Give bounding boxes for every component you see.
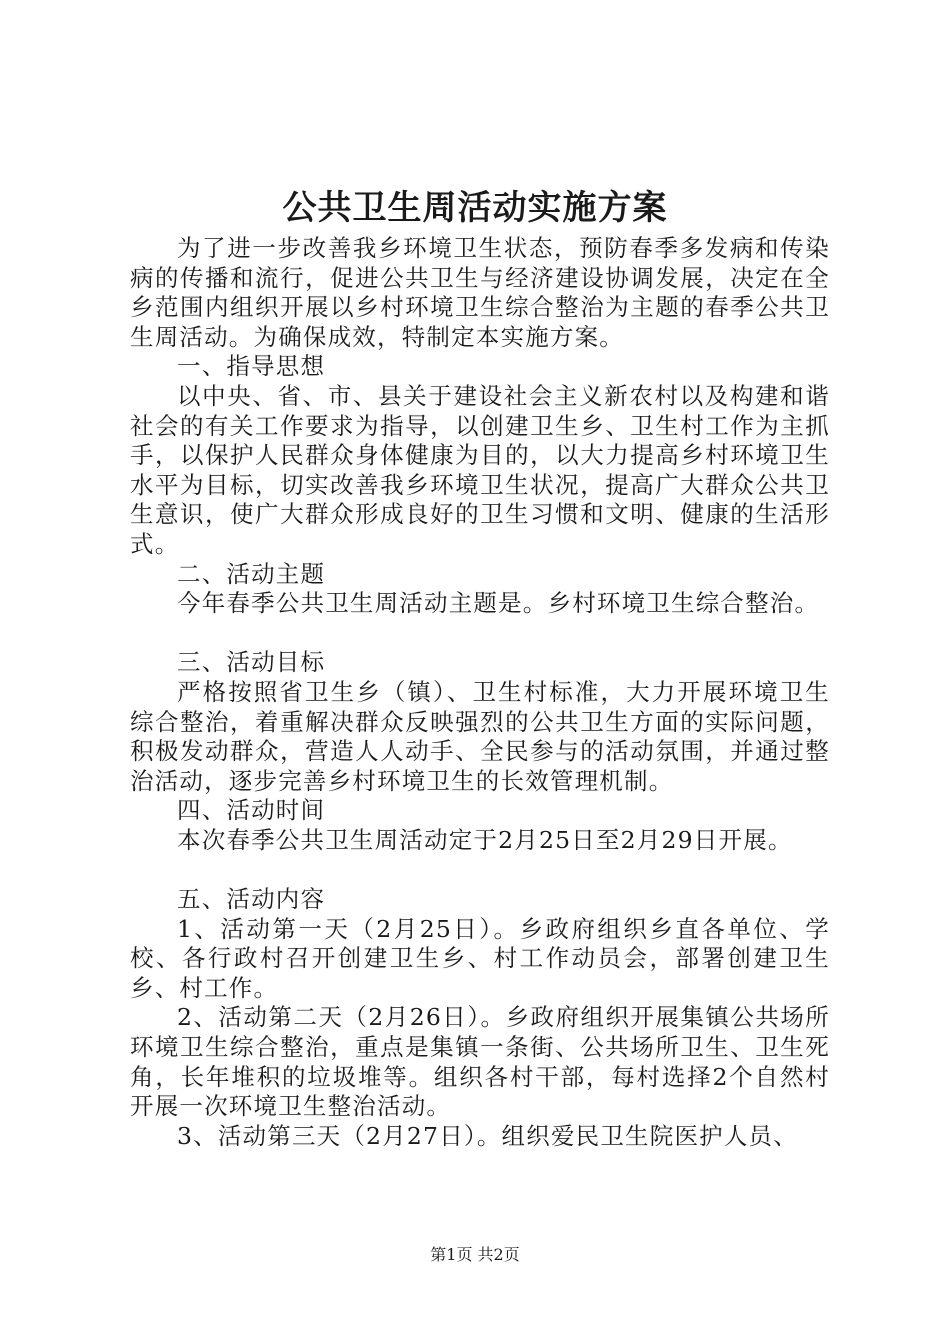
- page-footer: 第1页 共2页: [430, 1245, 520, 1264]
- document-body: [130, 234, 830, 1151]
- activity-day-one-paragraph: 1、活动第一天（2月25日）。乡政府组织乡直各单位、学校、各行政村召开创建卫生乡、村工作动员会，部署创建卫生乡、村工作。: [130, 914, 830, 1002]
- activity-time-paragraph: 本次春季公共卫生周活动定于2月25日至2月29日开展。: [177, 825, 793, 854]
- activity-theme-paragraph: 今年春季公共卫生周活动主题是。乡村环境卫生综合整治。: [177, 589, 820, 618]
- section-heading-activity-theme: 二、活动主题: [177, 559, 326, 588]
- section-heading-activity-content: 五、活动内容: [177, 885, 326, 914]
- section-heading-activity-time: 四、活动时间: [177, 796, 326, 825]
- guiding-ideology-paragraph: 以中央、省、市、县关于建设社会主义新农村以及构建和谐社会的有关工作要求为指导，以创建卫生乡、卫生村工作为主抓手，以保护人民群众身体健康为目的，以大力提高乡村环境卫生水平为目标，切实改善我乡环境卫生状况，提高广大群众公共卫生意识，使广大群众形成良好的卫生习惯和文明、健康的生活形式。: [130, 381, 830, 558]
- activity-day-two-paragraph: 2、活动第二天（2月26日）。乡政府组织开展集镇公共场所环境卫生综合整治，重点是集镇一条街、公共场所卫生、卫生死角，长年堆积的垃圾堆等。组织各村干部，每村选择2个自然村开展一次环境卫生整治活动。: [130, 1003, 830, 1121]
- section-heading-guiding-ideology: 一、指导思想: [177, 352, 326, 381]
- intro-paragraph: 为了进一步改善我乡环境卫生状态，预防春季多发病和传染病的传播和流行，促进公共卫生与经济建设协调发展，决定在全乡范围内组织开展以乡村环境卫生综合整治为主题的春季公共卫生周活动。为确保成效，特制定本实施方案。: [130, 234, 830, 351]
- activity-day-three-paragraph: 3、活动第三天（2月27日）。组织爱民卫生院医护人员、: [177, 1121, 798, 1150]
- document-title: 公共卫生周活动实施方案: [282, 188, 668, 228]
- section-heading-activity-goals: 三、活动目标: [177, 648, 326, 677]
- activity-goals-paragraph: 严格按照省卫生乡（镇）、卫生村标准，大力开展环境卫生综合整治，着重解决群众反映强烈的公共卫生方面的实际问题，积极发动群众，营造人人动手、全民参与的活动氛围，并通过整治活动，逐步完善乡村环境卫生的长效管理机制。: [130, 677, 830, 795]
